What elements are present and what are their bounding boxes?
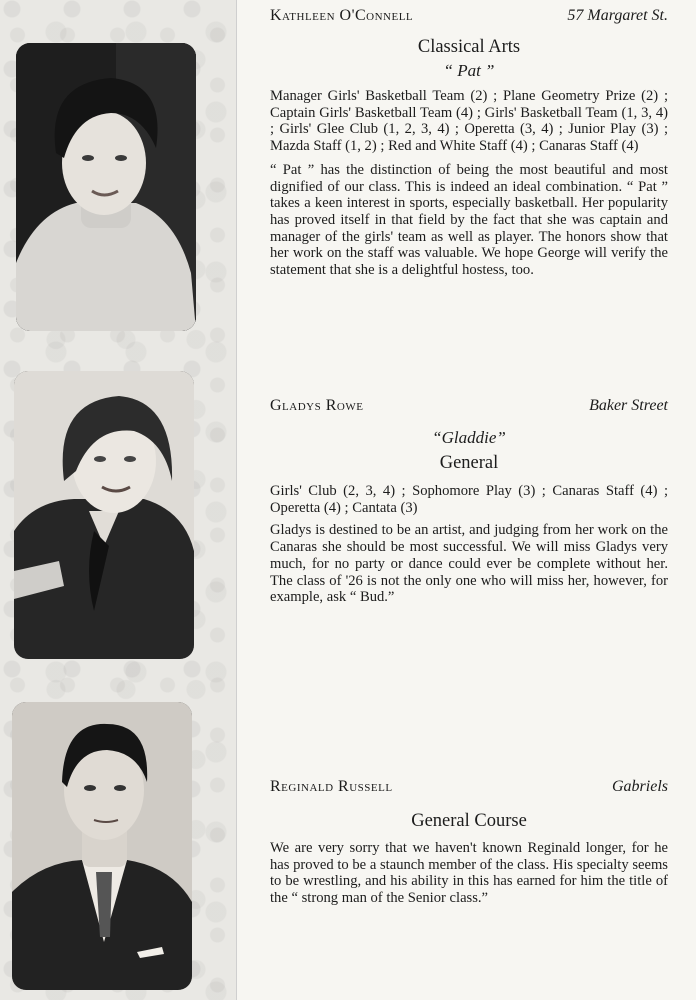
nickname: “Gladdie” bbox=[432, 428, 506, 447]
portrait-kathleen-oconnell bbox=[16, 43, 196, 331]
entry-kathleen-oconnell bbox=[270, 7, 668, 279]
description: We are very sorry that we haven't known Reginald longer, for he has proved to be a staunch member of the class. His specialty seems to be wrestling, and his ability in this has earned for him the title of the “ strong man of the Senior class.” bbox=[270, 840, 668, 907]
student-address: Baker Street bbox=[589, 397, 668, 414]
portrait-column bbox=[0, 0, 237, 1000]
entry-reginald-russell bbox=[270, 778, 668, 907]
course-title: General Course bbox=[411, 811, 527, 831]
entry-header bbox=[270, 7, 668, 31]
student-address: Gabriels bbox=[612, 778, 668, 795]
entry-header bbox=[270, 778, 668, 802]
description: Gladys is destined to be an artist, and judging from her work on the Canaras she should be most successful. We will miss Gladys very much, for no party or dance could ever be complete without her. The class of '26 is not the only one who will miss her, however, for example, ask “ Bud.” bbox=[270, 522, 668, 606]
student-name: Gladys Rowe bbox=[270, 397, 364, 414]
student-name: Kathleen O'Connell bbox=[270, 7, 414, 24]
course-title: Classical Arts bbox=[417, 37, 521, 57]
student-name: Reginald Russell bbox=[270, 778, 393, 795]
entry-gladys-rowe bbox=[270, 397, 668, 606]
description: “ Pat ” has the distinction of being the most beautiful and most dignified of our class. This is indeed an ideal combination. “ Pat ” takes a keen interest in sports, especially basketball. Her popularity has proved itself in that field by the fact that she was captain and manager of the girls' team as well as player. The honors show that her work on the staff was valuable. We hope George will verify the statement that she is a delightful hostess, too. bbox=[270, 161, 668, 279]
activities-list: Girls' Club (2, 3, 4) ; Sophomore Play (3) ; Canaras Staff (4) ; Operetta (4) ; Cantata (3) bbox=[270, 483, 668, 516]
course-title: General bbox=[439, 453, 499, 473]
portrait-reginald-russell bbox=[12, 702, 192, 990]
portrait-gladys-rowe bbox=[14, 371, 194, 659]
nickname: “ Pat ” bbox=[443, 61, 495, 80]
entry-header bbox=[270, 397, 668, 421]
student-address: 57 Margaret St. bbox=[567, 7, 668, 24]
activities-list: Manager Girls' Basketball Team (2) ; Plane Geometry Prize (2) ; Captain Girls' Basketball Team (4) ; Girls' Basketball Team (1, 3, 4) ; Girls' Glee Club (1, 2, 3, 4) ; Operetta (3, 4) ; Junior Play (3) ; Mazda Staff (1, 2) ; Red and White Staff (4) ; Canaras Staff (4) bbox=[270, 88, 668, 155]
